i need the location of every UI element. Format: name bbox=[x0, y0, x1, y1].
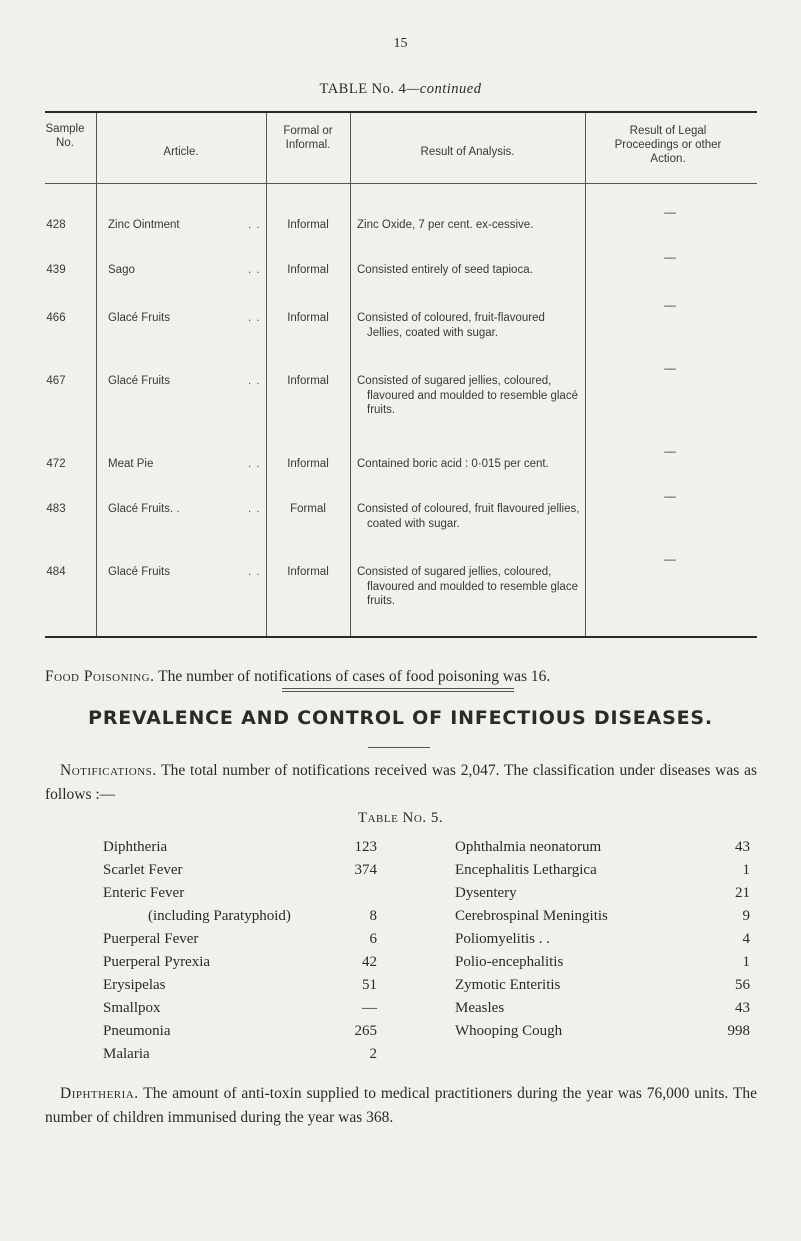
disease-name: Smallpox bbox=[103, 1000, 161, 1016]
row-leader-dots: . . bbox=[248, 458, 261, 470]
row-leader-dots: . . bbox=[248, 219, 261, 231]
disease-name: Whooping Cough bbox=[455, 1023, 563, 1039]
disease-name: Cerebrospinal Meningitis bbox=[455, 908, 608, 924]
disease-count: 8 bbox=[369, 908, 377, 924]
heading-double-rule bbox=[282, 688, 514, 689]
disease-name: Puerperal Pyrexia bbox=[103, 954, 211, 970]
disease-name: Diphtheria bbox=[103, 839, 168, 855]
result-of-analysis: Consisted of sugared jellies, coloured, flavoured and moulded to resemble glacé fruits. bbox=[357, 375, 578, 416]
sample-no: 428 bbox=[46, 219, 66, 231]
result-of-analysis: Contained boric acid : 0·015 per cent. bbox=[357, 458, 549, 470]
formal-informal: Informal bbox=[287, 458, 329, 470]
formal-informal: Informal bbox=[287, 264, 329, 276]
article: Meat Pie bbox=[108, 458, 154, 470]
disease-name: Pneumonia bbox=[103, 1023, 171, 1039]
disease-count: 998 bbox=[727, 1023, 750, 1039]
disease-count: 21 bbox=[735, 885, 750, 901]
notifications-text: The total number of notifications received was 2,047. The classification under diseases was as follows :— bbox=[45, 762, 757, 803]
table-5 bbox=[0, 836, 801, 1062]
disease-count: 42 bbox=[362, 954, 377, 970]
food-poisoning-paragraph bbox=[45, 665, 757, 689]
heading-short-rule bbox=[368, 747, 430, 748]
header-legal: Result of Legal Proceedings or other Action. bbox=[614, 125, 722, 165]
table-5-title: Table No. 5. bbox=[357, 810, 444, 826]
disease-name: Encephalitis Lethargica bbox=[455, 862, 597, 878]
page-number: 15 bbox=[393, 36, 408, 51]
disease-name: Scarlet Fever bbox=[103, 862, 183, 878]
sample-no: 439 bbox=[46, 264, 66, 276]
table-4-title-main: TABLE No. 4 bbox=[319, 81, 407, 97]
table-header-rule bbox=[45, 183, 757, 184]
article: Glacé Fruits bbox=[108, 312, 170, 324]
article: Glacé Fruits bbox=[108, 375, 170, 387]
disease-count: 265 bbox=[354, 1023, 377, 1039]
sample-no: 467 bbox=[46, 375, 66, 387]
legal-action: — bbox=[664, 252, 676, 264]
food-poisoning-text: The number of notifications of cases of food poisoning was 16. bbox=[158, 668, 551, 685]
table-top-rule bbox=[45, 111, 757, 113]
section-heading: PREVALENCE AND CONTROL OF INFECTIOUS DISEASES. bbox=[88, 707, 713, 729]
column-divider bbox=[585, 113, 586, 636]
row-leader-dots: . . bbox=[248, 375, 261, 387]
notifications-label: Notifications. bbox=[60, 762, 157, 779]
legal-action: — bbox=[664, 446, 676, 458]
sample-no: 484 bbox=[46, 566, 66, 578]
heading-double-rule bbox=[282, 691, 514, 692]
formal-informal: Informal bbox=[287, 219, 329, 231]
formal-informal: Informal bbox=[287, 312, 329, 324]
food-poisoning-label: Food Poisoning. bbox=[45, 668, 155, 685]
table-4-title bbox=[0, 81, 801, 98]
legal-action: — bbox=[664, 207, 676, 219]
sample-no: 466 bbox=[46, 312, 66, 324]
article: Sago bbox=[108, 264, 135, 276]
row-leader-dots: . . bbox=[248, 503, 261, 515]
disease-name: (including Paratyphoid) bbox=[148, 908, 291, 924]
diphtheria-paragraph bbox=[45, 1082, 757, 1130]
diphtheria-text: The amount of anti-toxin supplied to medical practitioners during the year was 76,000 units. The number of children immunised during the year was 368. bbox=[45, 1085, 757, 1126]
disease-count: 56 bbox=[735, 977, 750, 993]
column-divider bbox=[96, 113, 97, 636]
result-of-analysis: Consisted of sugared jellies, coloured, flavoured and moulded to resemble glace fruits. bbox=[357, 566, 578, 607]
disease-count: 9 bbox=[742, 908, 750, 924]
disease-name: Ophthalmia neonatorum bbox=[455, 839, 602, 855]
result-of-analysis: Consisted of coloured, fruit-flavoured Jellies, coated with sugar. bbox=[357, 312, 545, 339]
disease-count: 4 bbox=[742, 931, 750, 947]
column-divider bbox=[350, 113, 351, 636]
formal-informal: Informal bbox=[287, 566, 329, 578]
header-formal: Formal or Informal. bbox=[283, 125, 333, 151]
disease-name: Poliomyelitis . . bbox=[455, 931, 551, 947]
diphtheria-label: Diphtheria. bbox=[60, 1085, 139, 1102]
disease-name: Enteric Fever bbox=[103, 885, 185, 901]
notifications-paragraph bbox=[45, 759, 757, 807]
formal-informal: Formal bbox=[290, 503, 326, 515]
disease-count: 374 bbox=[354, 862, 377, 878]
article: Glacé Fruits. . bbox=[108, 503, 180, 515]
disease-count: 6 bbox=[369, 931, 377, 947]
row-leader-dots: . . bbox=[248, 312, 261, 324]
disease-count: 51 bbox=[362, 977, 377, 993]
sample-no: 483 bbox=[46, 503, 66, 515]
row-leader-dots: . . bbox=[248, 264, 261, 276]
sample-no: 472 bbox=[46, 458, 66, 470]
article: Glacé Fruits bbox=[108, 566, 170, 578]
disease-count: — bbox=[362, 1000, 377, 1016]
legal-action: — bbox=[664, 491, 676, 503]
disease-name: Malaria bbox=[103, 1046, 150, 1062]
disease-count: 43 bbox=[735, 1000, 750, 1016]
disease-name: Polio-encephalitis bbox=[455, 954, 564, 970]
article: Zinc Ointment bbox=[108, 219, 180, 231]
row-leader-dots: . . bbox=[248, 566, 261, 578]
legal-action: — bbox=[664, 363, 676, 375]
disease-count: 43 bbox=[735, 839, 750, 855]
disease-count: 1 bbox=[742, 862, 750, 878]
formal-informal: Informal bbox=[287, 375, 329, 387]
disease-count: 1 bbox=[742, 954, 750, 970]
result-of-analysis: Consisted entirely of seed tapioca. bbox=[357, 264, 533, 276]
table-bottom-rule bbox=[45, 636, 757, 638]
disease-name: Erysipelas bbox=[103, 977, 166, 993]
disease-name: Dysentery bbox=[455, 885, 517, 901]
result-of-analysis: Consisted of coloured, fruit flavoured jellies, coated with sugar. bbox=[357, 503, 580, 530]
legal-action: — bbox=[664, 554, 676, 566]
disease-name: Measles bbox=[455, 1000, 505, 1016]
table-4-title-suffix: —continued bbox=[406, 81, 482, 97]
column-divider bbox=[266, 113, 267, 636]
disease-name: Zymotic Enteritis bbox=[455, 977, 561, 993]
header-sample-no: Sample No. bbox=[45, 123, 85, 149]
result-of-analysis: Zinc Oxide, 7 per cent. ex-cessive. bbox=[357, 219, 534, 231]
legal-action: — bbox=[664, 300, 676, 312]
header-article: Article. bbox=[163, 146, 199, 158]
disease-count: 2 bbox=[369, 1046, 377, 1062]
disease-count: 123 bbox=[354, 839, 377, 855]
disease-name: Puerperal Fever bbox=[103, 931, 199, 947]
header-result: Result of Analysis. bbox=[420, 146, 515, 158]
